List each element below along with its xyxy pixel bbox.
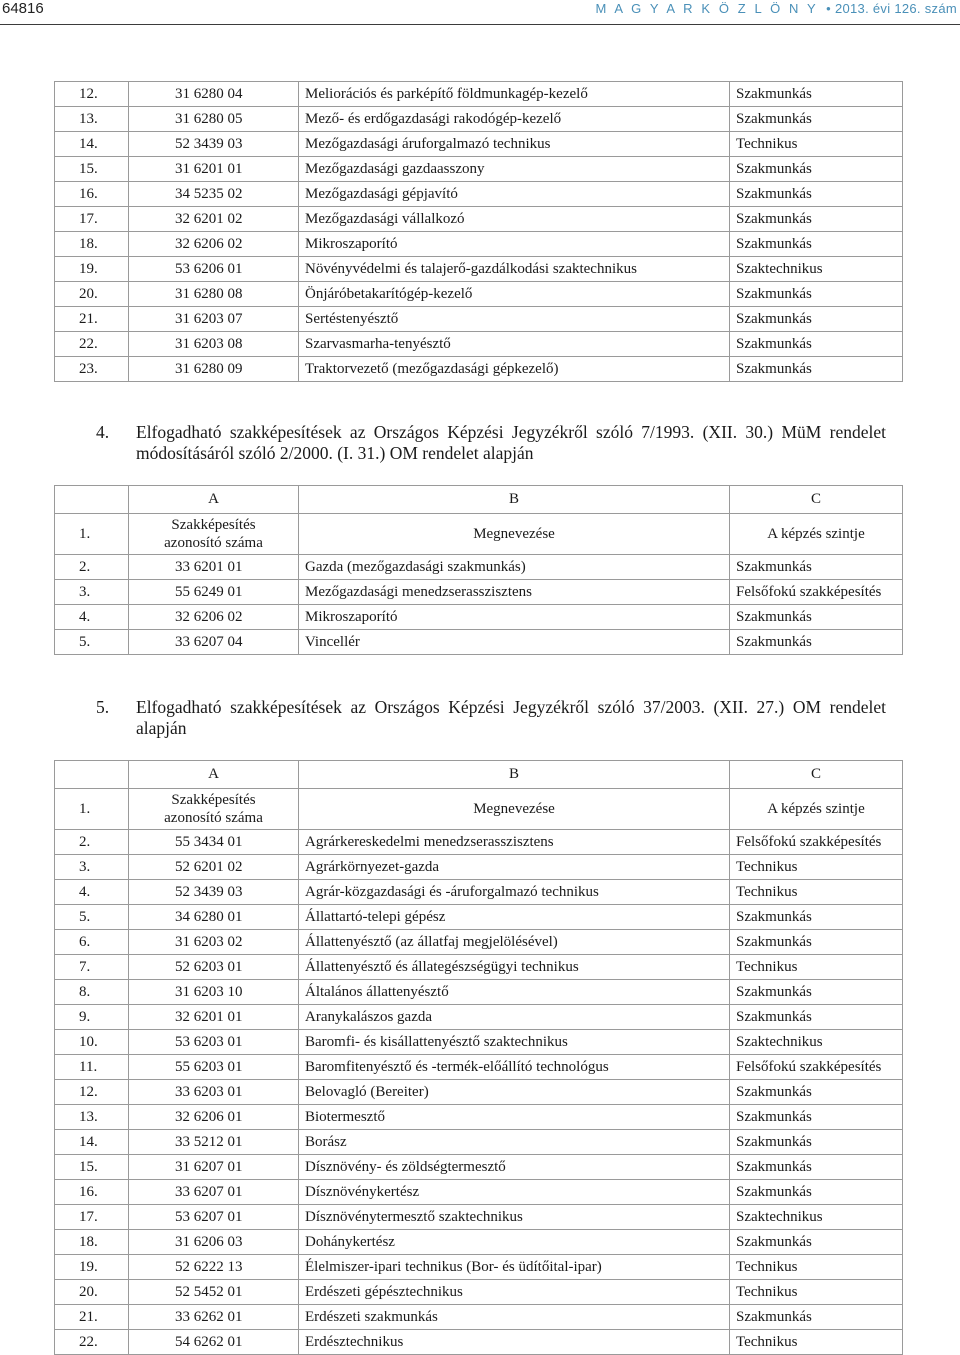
qualification-id: 33 6207 01 [129,1180,299,1205]
row-number: 1. [55,514,129,555]
page-number: 64816 [2,0,44,17]
table-row [55,207,903,232]
running-head [595,1,957,16]
qualification-name: Erdésztechnikus [299,1330,730,1355]
training-level: Szakmunkás [730,232,903,257]
qualification-id: 31 6203 08 [129,332,299,357]
table-row [55,1305,903,1330]
qualification-name: Gazda (mezőgazdasági szakmunkás) [299,555,730,580]
row-number: 4. [55,880,129,905]
column-header-id [129,514,299,555]
qualification-name: Általános állattenyésztő [299,980,730,1005]
row-number: 15. [55,1155,129,1180]
training-level: Technikus [730,1280,903,1305]
qualification-id: 55 6249 01 [129,580,299,605]
row-number: 23. [55,357,129,382]
row-number: 20. [55,282,129,307]
training-level: Szakmunkás [730,182,903,207]
training-level: Szakmunkás [730,1080,903,1105]
column-letter: A [129,761,299,789]
training-level: Szaktechnikus [730,1205,903,1230]
table-row [55,630,903,655]
qualification-name: Baromfi- és kisállattenyésztő szaktechnikus [299,1030,730,1055]
issue-label: 2013. évi 126. szám [834,1,957,16]
table-row [55,905,903,930]
table-row [55,82,903,107]
qualification-name: Dísznövény- és zöldségtermesztő [299,1155,730,1180]
qualification-name: Mikroszaporító [299,605,730,630]
row-number: 6. [55,930,129,955]
header-text: azonosító száma [164,535,263,551]
table-row [55,1105,903,1130]
qualification-name: Vincellér [299,630,730,655]
row-number: 13. [55,107,129,132]
training-level: Technikus [730,1255,903,1280]
table-row [55,182,903,207]
qualification-id: 33 6203 01 [129,1080,299,1105]
qualification-id: 31 6203 02 [129,930,299,955]
training-level: Szakmunkás [730,82,903,107]
training-level: Szakmunkás [730,282,903,307]
training-level: Szakmunkás [730,207,903,232]
qualification-name: Borász [299,1130,730,1155]
header-text: Szakképesítés [171,792,256,808]
table-row [55,232,903,257]
training-level: Szakmunkás [730,980,903,1005]
qualification-name: Mezőgazdasági gazdaasszony [299,157,730,182]
qualification-id: 52 6201 02 [129,855,299,880]
training-level: Szakmunkás [730,1230,903,1255]
section-4-heading [96,422,886,464]
qualification-name: Baromfitenyésztő és -termék-előállító technológus [299,1055,730,1080]
training-level: Szaktechnikus [730,257,903,282]
header-row [55,514,903,555]
row-number: 13. [55,1105,129,1130]
column-letter: B [299,486,730,514]
table-row [55,1180,903,1205]
qualification-id: 53 6206 01 [129,257,299,282]
table-row [55,357,903,382]
qualification-id: 32 6206 02 [129,232,299,257]
column-header-name: Megnevezése [299,789,730,830]
section-title-line: Elfogadható szakképesítések az Országos Képzési Jegyzékről szóló 7/1993. (XII. 30.) MüM rendelet [136,422,886,442]
qualification-name: Mezőgazdasági gépjavító [299,182,730,207]
table-row [55,1280,903,1305]
training-level: Szakmunkás [730,357,903,382]
training-level: Szaktechnikus [730,1030,903,1055]
row-number: 15. [55,157,129,182]
qualification-id: 53 6207 01 [129,1205,299,1230]
qualification-id: 32 6201 01 [129,1005,299,1030]
qualification-id: 31 6201 01 [129,157,299,182]
column-letter: B [299,761,730,789]
table-row [55,980,903,1005]
qualification-table-continued [54,81,903,382]
row-number: 5. [55,905,129,930]
qualification-name: Agrárkörnyezet-gazda [299,855,730,880]
qualification-name: Erdészeti szakmunkás [299,1305,730,1330]
qualification-name: Agrár-közgazdasági és -áruforgalmazó technikus [299,880,730,905]
row-number: 8. [55,980,129,1005]
table-row [55,880,903,905]
training-level: Szakmunkás [730,555,903,580]
qualification-name: Dísznövénykertész [299,1180,730,1205]
header-row [55,789,903,830]
row-number: 3. [55,580,129,605]
table-row [55,1255,903,1280]
training-level: Felsőfokú szakképesítés [730,830,903,855]
qualification-id: 31 6280 05 [129,107,299,132]
column-letter: C [730,486,903,514]
qualification-id: 31 6280 08 [129,282,299,307]
training-level: Szakmunkás [730,905,903,930]
column-letter: C [730,761,903,789]
table-row [55,605,903,630]
training-level: Technikus [730,132,903,157]
section-5-heading [96,697,886,739]
qualification-name: Növényvédelmi és talajerő-gazdálkodási szaktechnikus [299,257,730,282]
row-number: 3. [55,855,129,880]
row-number: 22. [55,332,129,357]
section-number: 4. [96,422,110,442]
row-number: 17. [55,207,129,232]
column-letter-row [55,761,903,789]
qualification-table-section-4 [54,485,903,655]
qualification-name: Állattenyésztő és állategészségügyi technikus [299,955,730,980]
row-number: 18. [55,1230,129,1255]
row-number: 2. [55,830,129,855]
table-row [55,307,903,332]
header-rule [0,24,960,25]
qualification-name: Mezőgazdasági menedzserasszisztens [299,580,730,605]
row-number: 11. [55,1055,129,1080]
qualification-name: Dohánykertész [299,1230,730,1255]
qualification-id: 55 6203 01 [129,1055,299,1080]
qualification-id: 34 5235 02 [129,182,299,207]
training-level: Szakmunkás [730,1155,903,1180]
table-row [55,332,903,357]
qualification-name: Erdészeti gépésztechnikus [299,1280,730,1305]
qualification-name: Mezőgazdasági vállalkozó [299,207,730,232]
qualification-name: Biotermesztő [299,1105,730,1130]
table-row [55,132,903,157]
training-level: Szakmunkás [730,107,903,132]
row-number: 1. [55,789,129,830]
table-row [55,1330,903,1355]
qualification-id: 33 5212 01 [129,1130,299,1155]
training-level: Szakmunkás [730,1130,903,1155]
table-row [55,1080,903,1105]
table-row [55,257,903,282]
row-number: 22. [55,1330,129,1355]
training-level: Szakmunkás [730,1180,903,1205]
qualification-id: 52 6222 13 [129,1255,299,1280]
training-level: Technikus [730,880,903,905]
bullet-separator: • [826,1,832,16]
qualification-id: 52 3439 03 [129,880,299,905]
row-number: 21. [55,1305,129,1330]
table-row [55,1030,903,1055]
training-level: Technikus [730,955,903,980]
table-row [55,1230,903,1255]
row-number: 16. [55,182,129,207]
qualification-id: 31 6280 09 [129,357,299,382]
row-number: 19. [55,257,129,282]
row-number: 14. [55,1130,129,1155]
qualification-name: Traktorvezető (mezőgazdasági gépkezelő) [299,357,730,382]
section-number: 5. [96,697,110,717]
row-number: 21. [55,307,129,332]
table-row [55,855,903,880]
column-header-level: A képzés szintje [730,789,903,830]
qualification-id: 34 6280 01 [129,905,299,930]
qualification-name: Meliorációs és parképítő földmunkagép-kezelő [299,82,730,107]
training-level: Szakmunkás [730,332,903,357]
qualification-name: Élelmiszer-ipari technikus (Bor- és üdítőital-ipar) [299,1255,730,1280]
qualification-id: 33 6207 04 [129,630,299,655]
table-row [55,555,903,580]
row-number: 12. [55,82,129,107]
training-level: Technikus [730,1330,903,1355]
row-number: 2. [55,555,129,580]
row-number: 16. [55,1180,129,1205]
header-text: Szakképesítés [171,517,256,533]
qualification-name: Agrárkereskedelmi menedzserasszisztens [299,830,730,855]
row-number: 20. [55,1280,129,1305]
empty-cell [55,486,129,514]
empty-cell [55,761,129,789]
qualification-id: 55 3434 01 [129,830,299,855]
table-row [55,107,903,132]
section-title-line: Elfogadható szakképesítések az Országos Képzési Jegyzékről szóló 37/2003. (XII. 27.) OM rendelet [136,697,886,717]
training-level: Felsőfokú szakképesítés [730,1055,903,1080]
table-row [55,830,903,855]
qualification-id: 52 3439 03 [129,132,299,157]
journal-title: M A G Y A R K Ö Z L Ö N Y [595,1,819,16]
qualification-name: Mikroszaporító [299,232,730,257]
training-level: Szakmunkás [730,307,903,332]
qualification-id: 32 6201 02 [129,207,299,232]
row-number: 12. [55,1080,129,1105]
table-row [55,580,903,605]
qualification-id: 54 6262 01 [129,1330,299,1355]
training-level: Szakmunkás [730,157,903,182]
table-row [55,1005,903,1030]
qualification-name: Dísznövénytermesztő szaktechnikus [299,1205,730,1230]
qualification-id: 31 6206 03 [129,1230,299,1255]
qualification-id: 31 6280 04 [129,82,299,107]
qualification-name: Mező- és erdőgazdasági rakodógép-kezelő [299,107,730,132]
training-level: Szakmunkás [730,1105,903,1130]
column-header-level: A képzés szintje [730,514,903,555]
row-number: 18. [55,232,129,257]
row-number: 4. [55,605,129,630]
row-number: 7. [55,955,129,980]
qualification-name: Belovagló (Bereiter) [299,1080,730,1105]
training-level: Szakmunkás [730,1305,903,1330]
qualification-table-section-5 [54,760,903,1355]
section-title-line: módosításáról szóló 2/2000. (I. 31.) OM rendelet alapján [136,443,534,463]
table-row [55,1155,903,1180]
table-row [55,955,903,980]
qualification-id: 33 6201 01 [129,555,299,580]
qualification-id: 31 6203 07 [129,307,299,332]
row-number: 9. [55,1005,129,1030]
qualification-name: Aranykalászos gazda [299,1005,730,1030]
row-number: 19. [55,1255,129,1280]
row-number: 14. [55,132,129,157]
section-title-line: alapján [136,718,187,738]
qualification-id: 31 6203 10 [129,980,299,1005]
table-row [55,1130,903,1155]
qualification-id: 52 5452 01 [129,1280,299,1305]
column-header-id [129,789,299,830]
table-row [55,157,903,182]
training-level: Szakmunkás [730,605,903,630]
training-level: Szakmunkás [730,1005,903,1030]
qualification-id: 31 6207 01 [129,1155,299,1180]
qualification-name: Sertéstenyésztő [299,307,730,332]
qualification-name: Mezőgazdasági áruforgalmazó technikus [299,132,730,157]
column-letter-row [55,486,903,514]
qualification-name: Önjáróbetakarítógép-kezelő [299,282,730,307]
training-level: Szakmunkás [730,630,903,655]
qualification-id: 33 6262 01 [129,1305,299,1330]
table-row [55,930,903,955]
table-row [55,1205,903,1230]
page-header [0,0,960,24]
column-header-name: Megnevezése [299,514,730,555]
table-row [55,282,903,307]
training-level: Technikus [730,855,903,880]
training-level: Szakmunkás [730,930,903,955]
qualification-id: 53 6203 01 [129,1030,299,1055]
qualification-id: 32 6206 01 [129,1105,299,1130]
row-number: 17. [55,1205,129,1230]
qualification-name: Állattenyésztő (az állatfaj megjelölésével) [299,930,730,955]
header-text: azonosító száma [164,810,263,826]
row-number: 10. [55,1030,129,1055]
row-number: 5. [55,630,129,655]
qualification-id: 52 6203 01 [129,955,299,980]
training-level: Felsőfokú szakképesítés [730,580,903,605]
qualification-name: Állattartó-telepi gépész [299,905,730,930]
qualification-name: Szarvasmarha-tenyésztő [299,332,730,357]
table-row [55,1055,903,1080]
qualification-id: 32 6206 02 [129,605,299,630]
column-letter: A [129,486,299,514]
